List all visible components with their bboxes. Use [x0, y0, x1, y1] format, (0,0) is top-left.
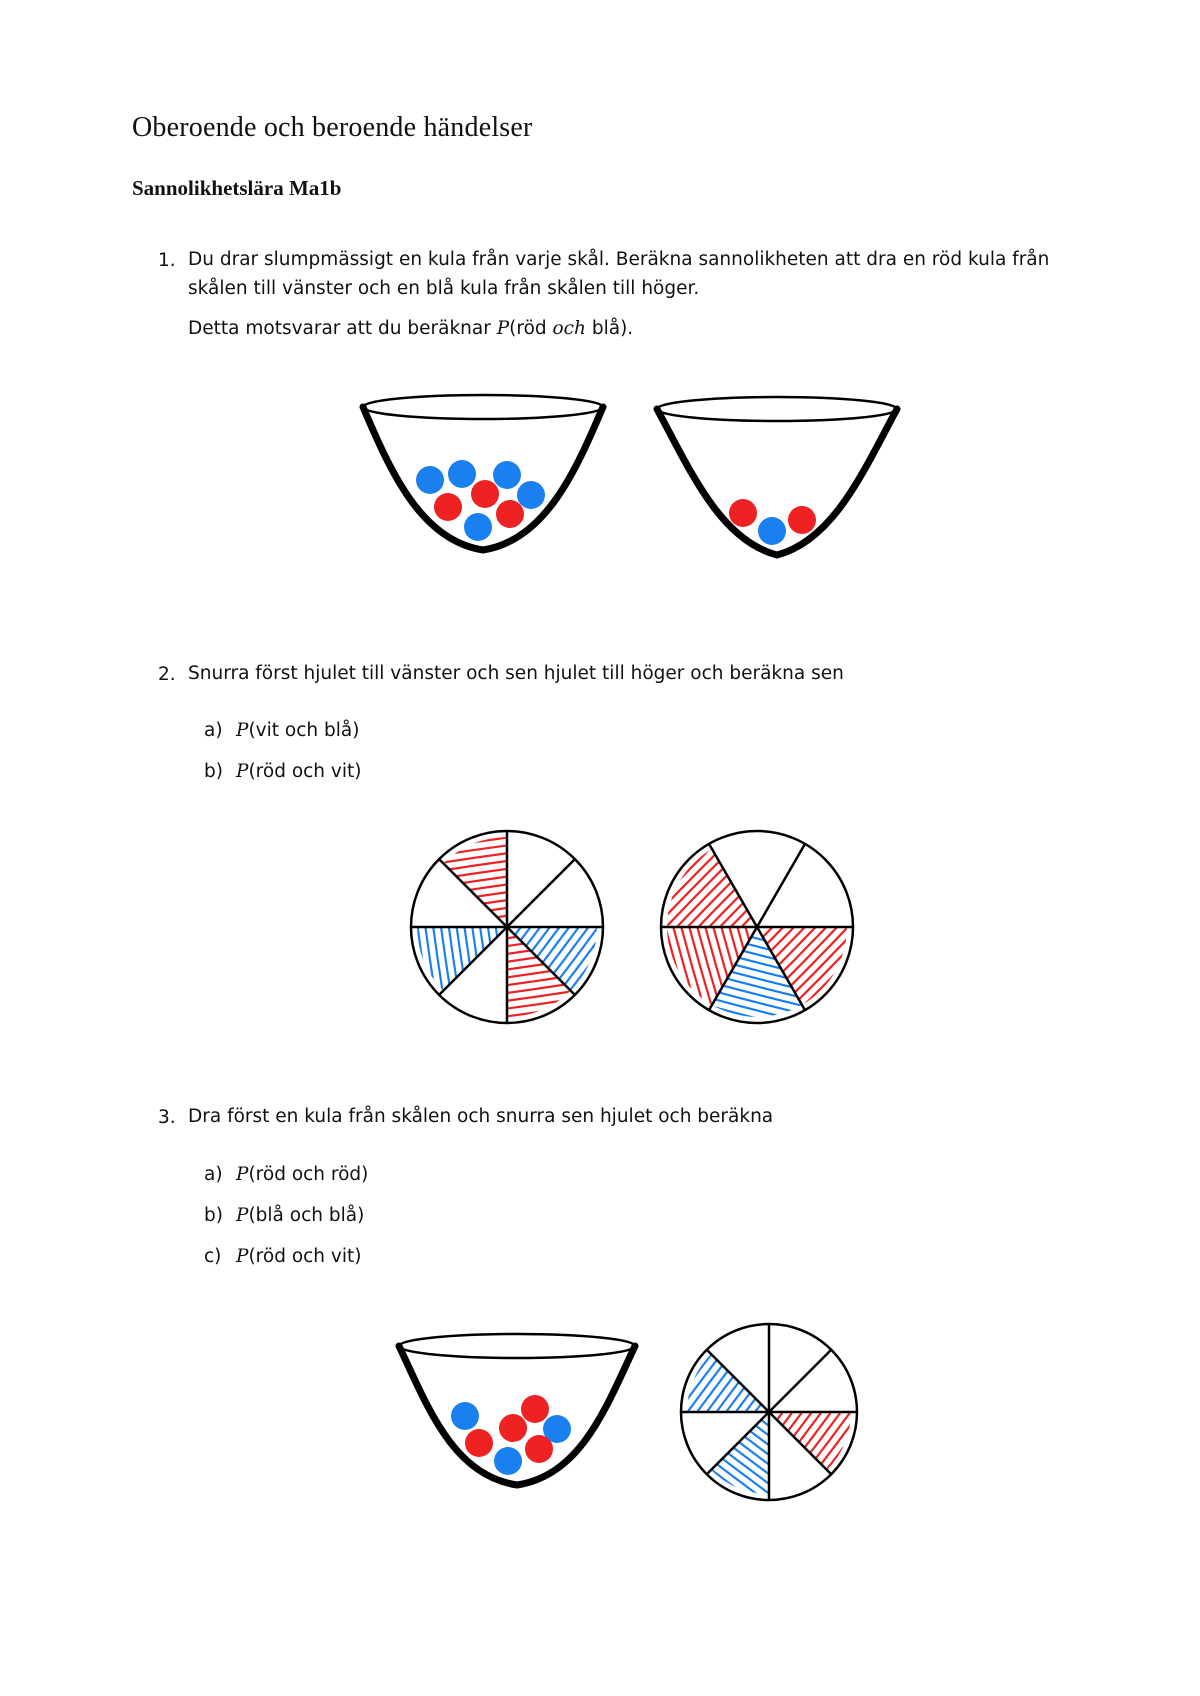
q2-item-a	[204, 720, 359, 741]
ball	[493, 461, 521, 489]
page-title: Oberoende och beroende händelser	[132, 112, 533, 143]
ball	[496, 500, 524, 528]
q3-item-b-p: P	[236, 1205, 249, 1226]
wheel-spoke	[769, 1350, 831, 1412]
wheel-spoke	[707, 1412, 769, 1474]
q2-item-a-label: a)	[204, 720, 223, 741]
q1-figure-bowls	[350, 390, 910, 570]
q1-line3	[188, 315, 633, 343]
q1-line2: skålen till vänster och en blå kula från skålen till höger.	[188, 278, 700, 299]
q1-line1: Du drar slumpmässigt en kula från varje skål. Beräkna sannolikheten att dra en röd kula från	[188, 249, 1050, 270]
bowl-right	[657, 397, 897, 555]
q3-item-a	[204, 1164, 368, 1185]
q2-wheel-left	[407, 827, 607, 1027]
ball	[471, 480, 499, 508]
bowl-bottom	[399, 1334, 635, 1485]
hatch-line	[700, 1335, 805, 1476]
q2-item-a-p: P	[236, 720, 249, 741]
ball	[451, 1402, 479, 1430]
q1-line3-p: P	[496, 318, 510, 339]
q3-item-a-p: P	[236, 1164, 249, 1185]
ball	[517, 481, 545, 509]
hatch-line	[443, 989, 607, 1016]
hatch-line	[748, 1355, 853, 1496]
q3-item-c-p: P	[236, 1246, 249, 1267]
wheel-spoke	[707, 1350, 769, 1412]
hatch-line	[664, 985, 850, 1027]
q1-number: 1.	[158, 250, 176, 271]
q3-number: 3.	[158, 1107, 176, 1128]
hatch-line	[682, 1398, 823, 1503]
q3-text: Dra först en kula från skålen och snurra sen hjulet och beräkna	[188, 1106, 774, 1127]
q2-number: 2.	[158, 664, 176, 685]
q3-item-c-label: c)	[204, 1246, 222, 1267]
hatch-line	[677, 1325, 782, 1466]
q2-item-a-expr: (vit och blå)	[248, 720, 360, 741]
ball	[729, 499, 757, 527]
q3-wheel	[677, 1320, 861, 1504]
q3-item-b	[204, 1205, 364, 1226]
q3-item-c-expr: (röd och vit)	[248, 1246, 362, 1267]
ball	[788, 506, 816, 534]
q2-wheel-right	[657, 827, 857, 1027]
bowl-left	[363, 395, 603, 550]
ball	[434, 493, 462, 521]
ball	[448, 460, 476, 488]
ball	[416, 466, 444, 494]
ball	[758, 517, 786, 545]
ball	[525, 1435, 553, 1463]
hatch-line	[685, 1329, 790, 1470]
ball	[465, 1429, 493, 1457]
ball	[521, 1395, 549, 1423]
q3-item-a-label: a)	[204, 1164, 223, 1185]
hatched-sector-red	[407, 830, 598, 931]
q1-line3-och: och	[552, 318, 586, 339]
q3-item-c	[204, 1246, 361, 1267]
q2-item-b-expr: (röd och vit)	[248, 761, 362, 782]
hatched-sector-blue	[410, 836, 511, 1027]
page-subtitle: Sannolikhetslära Ma1b	[132, 176, 342, 200]
hatch-line	[755, 1358, 860, 1499]
ball	[499, 1414, 527, 1442]
q3-item-b-expr: (blå och blå)	[248, 1205, 365, 1226]
hatched-sector-red	[725, 1345, 861, 1504]
ball	[494, 1447, 522, 1475]
hatch-line	[664, 977, 850, 1025]
q1-line3-mid: (röd	[509, 318, 547, 339]
hatch-line	[686, 1391, 827, 1496]
hatch-line	[533, 885, 607, 1027]
hatch-line	[407, 838, 571, 865]
q2-text: Snurra först hjulet till vänster och sen hjulet till höger och beräkna sen	[188, 663, 844, 684]
q3-figure-bowl	[392, 1325, 642, 1505]
q2-item-b	[204, 761, 361, 782]
q1-line3-pre: Detta motsvarar att du beräknar	[188, 318, 491, 339]
wheel-spoke	[757, 844, 805, 927]
ball	[464, 513, 492, 541]
q2-item-b-p: P	[236, 761, 249, 782]
hatched-sector-red	[416, 923, 607, 1024]
q1-line3-post: blå).	[591, 318, 634, 339]
wheel-spoke	[769, 1412, 831, 1474]
q3-item-a-expr: (röd och röd)	[248, 1164, 369, 1185]
hatch-line	[418, 863, 445, 1027]
q2-item-b-label: b)	[204, 761, 223, 782]
q3-item-b-label: b)	[204, 1205, 223, 1226]
wheel-spoke	[507, 859, 575, 927]
